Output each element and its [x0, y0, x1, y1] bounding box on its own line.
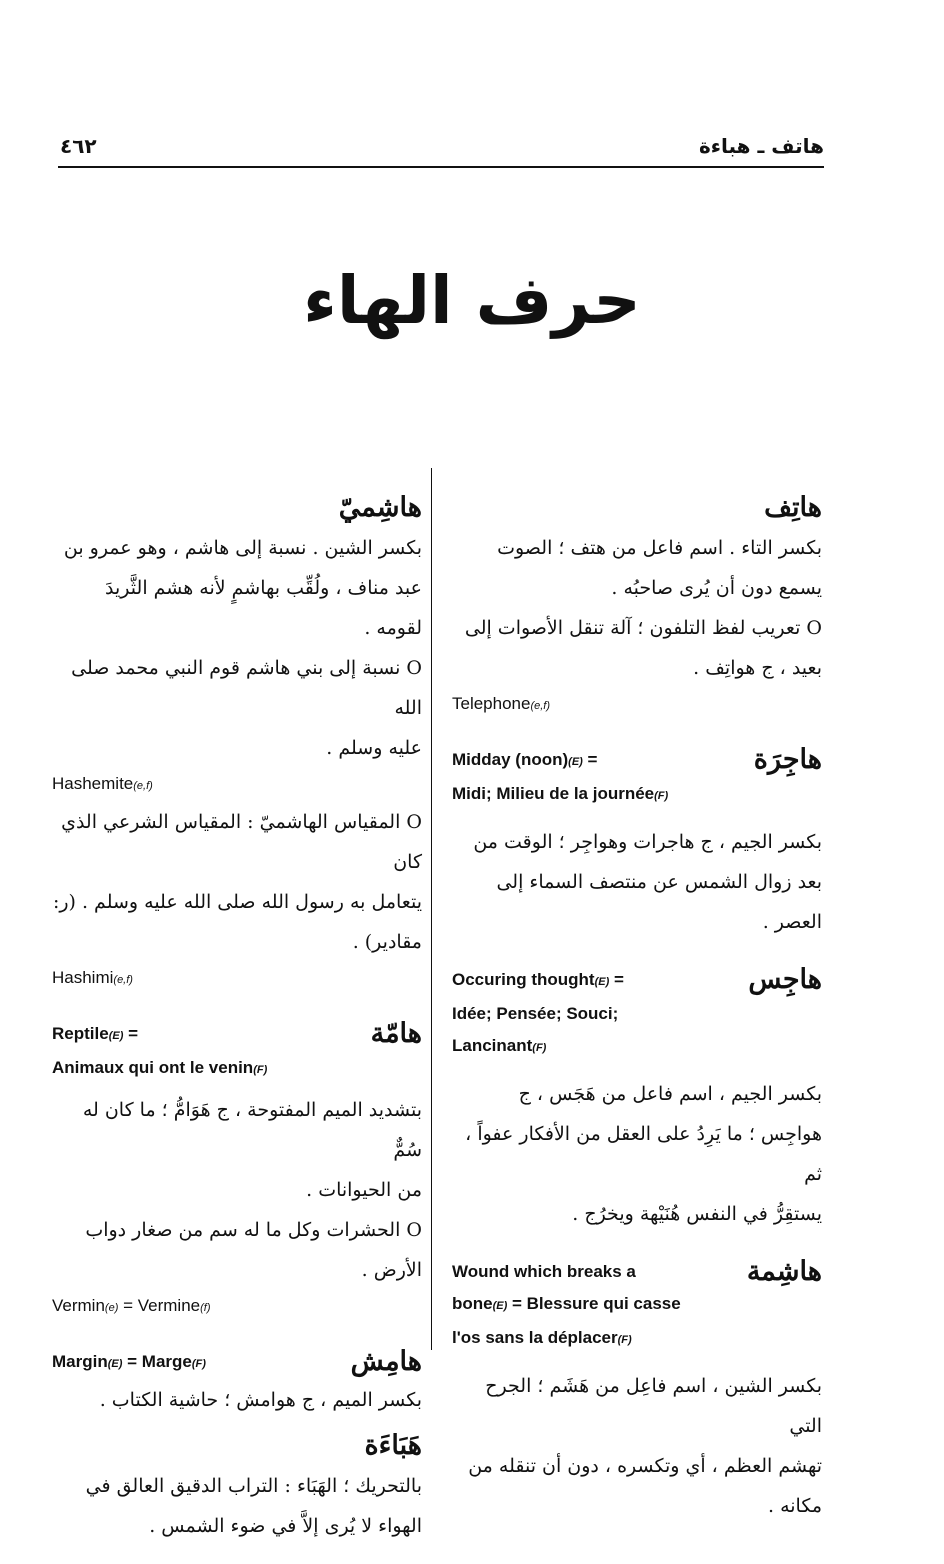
- english-term: Telephone: [452, 694, 531, 713]
- definition-line: الأرض .: [361, 1259, 422, 1281]
- header-rule: [58, 166, 824, 168]
- headword: هاشِميّ: [338, 492, 422, 523]
- entry-definition: [452, 528, 822, 688]
- translation: [52, 1014, 422, 1086]
- translation: [52, 962, 422, 996]
- definition-line: بعد زوال الشمس عن منتصف السماء إلى العصر .: [496, 871, 822, 933]
- headword: هَبَاءَة: [364, 1430, 422, 1461]
- english-term: Occuring thought: [452, 970, 595, 989]
- entry-definition: [52, 1380, 422, 1420]
- english-term: Hashemite: [52, 774, 134, 793]
- equals-sign: =: [582, 750, 598, 769]
- entry-definition: [52, 1466, 422, 1546]
- language-tag: (E): [107, 1358, 123, 1370]
- language-tag: (f): [200, 1302, 211, 1314]
- translation: [452, 688, 822, 722]
- language-tag: (e,f): [113, 974, 133, 986]
- headword: هاشِمة: [746, 1256, 822, 1287]
- language-tag: (E): [108, 1030, 124, 1042]
- definition-line: O تعريب لفظ التلفون ؛ آلة تنقل الأصوات إلى: [464, 617, 822, 639]
- language-tag: (F): [617, 1334, 632, 1346]
- english-term: Wound which breaks a: [452, 1262, 636, 1281]
- headword: هاجِرَة: [753, 744, 822, 775]
- french-term: l'os sans la déplacer: [452, 1328, 618, 1347]
- entry-definition: [52, 528, 422, 768]
- translation: [52, 1290, 422, 1324]
- definition-line: بكسر الجيم ، ج هاجرات وهواجِر ؛ الوقت من: [473, 831, 822, 853]
- definition-line: تهشم العظم ، أي وتكسره ، دون أن تنقله من: [468, 1455, 822, 1477]
- definition-line: O نسبة إلى بني هاشم قوم النبي محمد صلى الله: [71, 657, 422, 719]
- entry-definition: [452, 1366, 822, 1526]
- running-header-title: هاتف ـ هباءة: [698, 134, 824, 158]
- entry-definition: [52, 1090, 422, 1290]
- language-tag: (E): [492, 1300, 508, 1312]
- english-term: bone: [452, 1294, 493, 1313]
- column-divider: [431, 468, 432, 1350]
- definition-line: من الحيوانات .: [306, 1179, 422, 1201]
- entry-hajis: [452, 960, 822, 1234]
- definition-line: عبد مناف ، ولُقِّب بهاشمٍ لأنه هشم الثَّريدَ: [105, 577, 422, 599]
- definition-line: بكسر الشين ، اسم فاعِل من هَشَم ؛ الجرح التي: [485, 1375, 822, 1437]
- french-term: = Marge: [122, 1352, 192, 1371]
- headword: هامِش: [350, 1346, 422, 1377]
- definition-line: بكسر الشين . نسبة إلى هاشم ، وهو عمرو بن: [63, 537, 422, 559]
- entry-definition: [452, 822, 822, 942]
- headword: هامّة: [370, 1018, 422, 1049]
- definition-line: يسمع دون أن يُرى صاحبُه .: [611, 577, 822, 599]
- entry-hatif: [452, 488, 822, 722]
- language-tag: (E): [594, 976, 610, 988]
- english-term: Midday (noon): [452, 750, 569, 769]
- language-tag: (F): [191, 1358, 206, 1370]
- definition-line: O المقياس الهاشميّ : المقياس الشرعي الذي كان: [61, 811, 422, 873]
- definition-line: هواجِس ؛ ما يَرِدُ على العقل من الأفكار عفواً ، ثم: [465, 1123, 822, 1185]
- definition-line: يتعامل به رسول الله صلى الله عليه وسلم . (ر:: [52, 891, 422, 913]
- entry-definition: [52, 802, 422, 962]
- entry-habaa: [52, 1426, 422, 1546]
- english-term: Vermin: [52, 1296, 105, 1315]
- equals-sign: =: [609, 970, 624, 989]
- entry-definition: [452, 1074, 822, 1234]
- french-term: = Vermine: [118, 1296, 201, 1315]
- definition-line: لقومه .: [364, 617, 422, 639]
- entry-hamish: [52, 1342, 422, 1420]
- french-term: = Blessure qui casse: [507, 1294, 681, 1313]
- headword: هاتِف: [764, 492, 822, 523]
- english-term: Hashimi: [52, 968, 114, 987]
- definition-line: الهواء لا يُرى إلاَّ في ضوء الشمس .: [149, 1515, 422, 1537]
- definition-line: يستقِرُّ في النفس هُنَيْهة ويخرُج .: [572, 1203, 822, 1225]
- language-tag: (E): [568, 756, 583, 768]
- equals-sign: =: [123, 1024, 139, 1043]
- definition-line: بالتحريك ؛ الهَبَاء : التراب الدقيق العالق في: [85, 1475, 422, 1497]
- english-term: Margin: [52, 1352, 108, 1371]
- definition-line: بكسر التاء . اسم فاعل من هتف ؛ الصوت: [497, 537, 822, 559]
- definition-line: بكسر الجيم ، اسم فاعل من هَجَس ، ج: [518, 1083, 822, 1105]
- translation: [52, 768, 422, 802]
- definition-line: مكانه .: [767, 1495, 822, 1517]
- chapter-title: حرف الهاء: [303, 262, 641, 339]
- english-term: Reptile: [52, 1024, 109, 1043]
- definition-line: O الحشرات وكل ما له سم من صغار دواب: [85, 1219, 422, 1241]
- definition-line: بكسر الميم ، ج هوامش ؛ حاشية الكتاب .: [99, 1389, 422, 1411]
- page-number: ٤٦٢: [60, 134, 97, 158]
- definition-line: عليه وسلم .: [326, 737, 422, 759]
- headword: هاجِس: [748, 964, 822, 995]
- language-tag: (F): [253, 1064, 268, 1076]
- entry-hashima: [452, 1252, 822, 1526]
- french-term: Midi; Milieu de la journée: [452, 784, 655, 803]
- right-column: [452, 488, 822, 1544]
- language-tag: (e,f): [530, 700, 551, 712]
- language-tag: (e): [104, 1302, 119, 1314]
- definition-line: بتشديد الميم المفتوحة ، ج هَوَامُّ ؛ ما كان له سُمٌّ: [82, 1099, 422, 1161]
- definition-line: بعيد ، ج هواتِف .: [693, 657, 822, 679]
- french-term: Animaux qui ont le venin: [52, 1058, 254, 1077]
- definition-line: مقادير) .: [352, 931, 422, 953]
- language-tag: (e,f): [133, 780, 153, 792]
- language-tag: (F): [532, 1042, 547, 1054]
- language-tag: (F): [654, 790, 669, 802]
- french-term: Idée; Pensée; Souci; Lancinant: [452, 1004, 619, 1055]
- entry-hamma: [52, 1014, 422, 1324]
- left-column: [52, 488, 422, 1564]
- entry-hajira: [452, 740, 822, 942]
- entry-hashimi: [52, 488, 422, 996]
